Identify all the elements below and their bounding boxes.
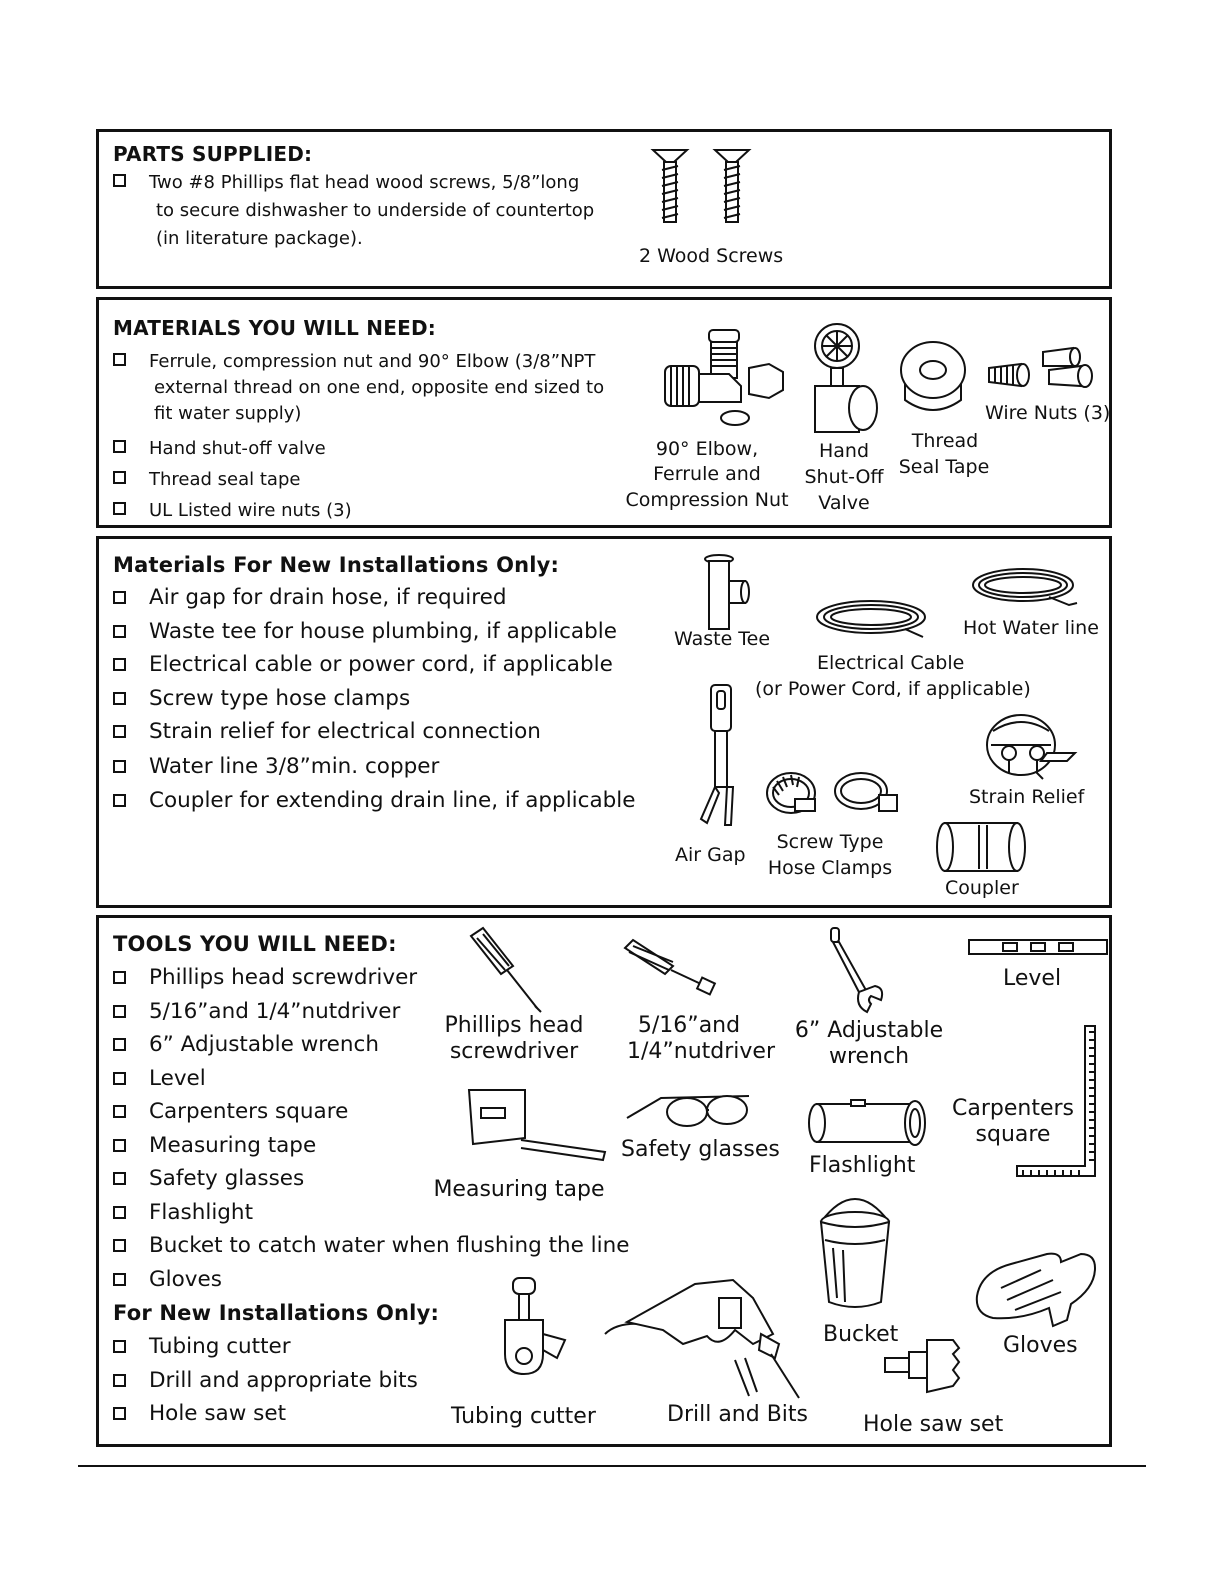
checkbox[interactable]: [113, 1005, 126, 1018]
tools-subheading: For New Installations Only:: [113, 1301, 440, 1325]
item-text: UL Listed wire nuts (3): [149, 500, 352, 521]
item-text: Carpenters square: [149, 1099, 349, 1124]
checklist-item: [113, 963, 417, 993]
wire-nuts-label: Wire Nuts (3): [985, 402, 1111, 424]
checkbox[interactable]: [113, 971, 126, 984]
checklist-item: [113, 997, 400, 1027]
wrench-label-line: wrench: [828, 1044, 910, 1069]
item-text: Coupler for extending drain line, if applicable: [149, 788, 636, 813]
clamps-label-line: Hose Clamps: [767, 857, 893, 879]
checkbox[interactable]: [113, 1105, 126, 1118]
item-text: Screw type hose clamps: [149, 686, 411, 711]
item-text: Ferrule, compression nut and 90° Elbow (3/8”NPT: [149, 351, 596, 372]
checklist-item: [113, 684, 410, 714]
tools-heading: TOOLS YOU WILL NEED:: [113, 932, 397, 956]
item-text: Air gap for drain hose, if required: [149, 585, 507, 610]
new-installation-materials-section: [96, 536, 1112, 908]
level-label: Level: [1003, 966, 1062, 991]
thread-seal-tape-icon: [899, 340, 969, 420]
shutoff-valve-icon: [801, 322, 891, 442]
wood-screw-icon: [715, 150, 749, 222]
item-text: Waste tee for house plumbing, if applicable: [149, 619, 617, 644]
valve-label-line: Hand: [818, 440, 870, 462]
checklist-item: [113, 1030, 379, 1060]
electrical-cable-icon: [815, 595, 935, 645]
checkbox[interactable]: [113, 658, 126, 671]
screwdriver-icon: [467, 926, 547, 1014]
valve-label-line: Shut-Off: [804, 466, 884, 488]
tools-section: [96, 915, 1112, 1447]
flashlight-icon: [807, 1098, 931, 1148]
hose-clamps-icon: [765, 765, 905, 825]
item-text-continued: to secure dishwasher to underside of countertop: [156, 200, 595, 221]
checkbox[interactable]: [113, 1374, 126, 1387]
checkbox[interactable]: [113, 353, 126, 366]
parts-supplied-section: [96, 129, 1112, 289]
safety-glasses-label: Safety glasses: [621, 1137, 780, 1162]
wrench-label-line: 6” Adjustable: [794, 1018, 944, 1043]
elbow-label-line: 90° Elbow,: [655, 438, 759, 460]
checklist-item: [113, 717, 541, 747]
checkbox[interactable]: [113, 1239, 126, 1252]
screwdriver-label-line: Phillips head: [444, 1013, 584, 1038]
checkbox[interactable]: [113, 1407, 126, 1420]
item-text: Tubing cutter: [149, 1334, 291, 1359]
checkbox[interactable]: [113, 625, 126, 638]
item-text: Hole saw set: [149, 1401, 287, 1426]
checklist-item: [113, 1399, 286, 1429]
checkbox[interactable]: [113, 174, 126, 187]
drill-label: Drill and Bits: [667, 1402, 808, 1427]
item-text-continued: (in literature package).: [156, 228, 363, 249]
nutdriver-icon: [623, 938, 723, 998]
measuring-tape-label: Measuring tape: [433, 1177, 605, 1202]
item-text: Gloves: [149, 1267, 222, 1292]
checkbox[interactable]: [113, 502, 126, 515]
square-label-line: Carpenters: [952, 1096, 1074, 1121]
checkbox[interactable]: [113, 1273, 126, 1286]
hot-water-line-label: Hot Water line: [963, 617, 1099, 639]
checklist-item: [113, 1366, 418, 1396]
checklist-item: [113, 436, 326, 462]
coupler-icon: [935, 817, 1035, 877]
checkbox[interactable]: [113, 1206, 126, 1219]
wood-screws-label: 2 Wood Screws: [639, 245, 784, 267]
item-text: Safety glasses: [149, 1166, 305, 1191]
footer-rule: [78, 1465, 1146, 1467]
checklist-item: [113, 349, 595, 375]
tape-label-line: Seal Tape: [898, 456, 990, 478]
checklist-item: [113, 1332, 291, 1362]
item-text: Drill and appropriate bits: [149, 1368, 418, 1393]
item-text: Water line 3/8”min. copper: [149, 754, 440, 779]
square-label-line: square: [975, 1122, 1051, 1147]
cable-label-line: Electrical Cable: [817, 652, 965, 674]
strain-relief-label: Strain Relief: [969, 786, 1085, 808]
gloves-icon: [971, 1248, 1103, 1330]
checklist-item: [113, 1097, 348, 1127]
checklist-item: [113, 1198, 253, 1228]
new-materials-heading: Materials For New Installations Only:: [113, 553, 560, 577]
tubing-cutter-label: Tubing cutter: [451, 1404, 596, 1429]
waste-tee-label: Waste Tee: [674, 628, 771, 650]
checkbox[interactable]: [113, 1172, 126, 1185]
safety-glasses-icon: [625, 1088, 755, 1138]
checkbox[interactable]: [113, 1072, 126, 1085]
item-text: Electrical cable or power cord, if applicable: [149, 652, 613, 677]
checkbox[interactable]: [113, 760, 126, 773]
nutdriver-label-line: 1/4”nutdriver: [626, 1039, 776, 1064]
gloves-label: Gloves: [1003, 1333, 1078, 1358]
checkbox[interactable]: [113, 471, 126, 484]
measuring-tape-icon: [465, 1086, 611, 1166]
tubing-cutter-icon: [499, 1274, 571, 1384]
elbow-label-line: Compression Nut: [625, 489, 789, 511]
checklist-item: [113, 786, 636, 816]
hole-saw-label: Hole saw set: [863, 1412, 1004, 1437]
item-text: Flashlight: [149, 1200, 253, 1225]
bucket-icon: [815, 1186, 895, 1316]
air-gap-label: Air Gap: [675, 844, 746, 866]
hole-saw-icon: [883, 1336, 979, 1396]
nutdriver-label-line: 5/16”and: [637, 1013, 741, 1038]
checklist-item: [113, 1131, 316, 1161]
checklist-item: [113, 170, 579, 196]
item-text-continued: fit water supply): [154, 403, 302, 424]
hot-water-line-icon: [969, 565, 1084, 615]
strain-relief-icon: [981, 713, 1081, 793]
item-text: Phillips head screwdriver: [149, 965, 418, 990]
screwdriver-label-line: screwdriver: [449, 1039, 579, 1064]
checkbox[interactable]: [113, 1340, 126, 1353]
elbow-label-line: Ferrule and: [653, 463, 761, 485]
parts-supplied-heading: PARTS SUPPLIED:: [113, 142, 313, 166]
checklist-item: [113, 467, 300, 493]
checklist-item: [113, 1265, 222, 1295]
drill-icon: [603, 1274, 813, 1404]
item-text: 5/16”and 1/4”nutdriver: [149, 999, 401, 1024]
bucket-label: Bucket: [823, 1322, 899, 1347]
checkbox[interactable]: [113, 692, 126, 705]
checkbox[interactable]: [113, 440, 126, 453]
checkbox[interactable]: [113, 591, 126, 604]
item-text-continued: external thread on one end, opposite end sized to: [154, 377, 605, 398]
wood-screw-icon: [653, 150, 687, 222]
materials-section: [96, 297, 1112, 528]
item-text: Bucket to catch water when flushing the line: [149, 1233, 630, 1258]
checklist-item: [113, 1231, 630, 1261]
flashlight-label: Flashlight: [809, 1153, 916, 1178]
checkbox[interactable]: [113, 1139, 126, 1152]
wood-screws-illustration: [647, 148, 767, 233]
coupler-label: Coupler: [945, 877, 1019, 899]
item-text: Strain relief for electrical connection: [149, 719, 541, 744]
checkbox[interactable]: [113, 794, 126, 807]
elbow-fitting-icon: [659, 324, 794, 434]
materials-heading: MATERIALS YOU WILL NEED:: [113, 316, 436, 340]
clamps-label-line: Screw Type: [776, 831, 884, 853]
waste-tee-icon: [703, 553, 753, 633]
item-text: Thread seal tape: [149, 469, 301, 490]
level-icon: [967, 936, 1109, 958]
wire-nuts-icon: [985, 342, 1110, 397]
checkbox[interactable]: [113, 725, 126, 738]
adjustable-wrench-icon: [825, 926, 895, 1016]
cable-label-line: (or Power Cord, if applicable): [755, 678, 1031, 700]
item-text: Two #8 Phillips flat head wood screws, 5/8”long: [149, 172, 580, 193]
checkbox[interactable]: [113, 1038, 126, 1051]
tape-label-line: Thread: [911, 430, 979, 452]
air-gap-icon: [697, 683, 747, 833]
checklist-item: [113, 650, 613, 680]
checklist-item: [113, 498, 352, 524]
item-text: Measuring tape: [149, 1133, 317, 1158]
checklist-item: [113, 752, 439, 782]
checklist-item: [113, 617, 617, 647]
checklist-item: [113, 1164, 304, 1194]
checklist-item: [113, 583, 507, 613]
item-text: Level: [149, 1066, 206, 1091]
item-text: 6” Adjustable wrench: [149, 1032, 379, 1057]
checklist-item: [113, 1064, 206, 1094]
valve-label-line: Valve: [818, 492, 870, 514]
item-text: Hand shut-off valve: [149, 438, 326, 459]
